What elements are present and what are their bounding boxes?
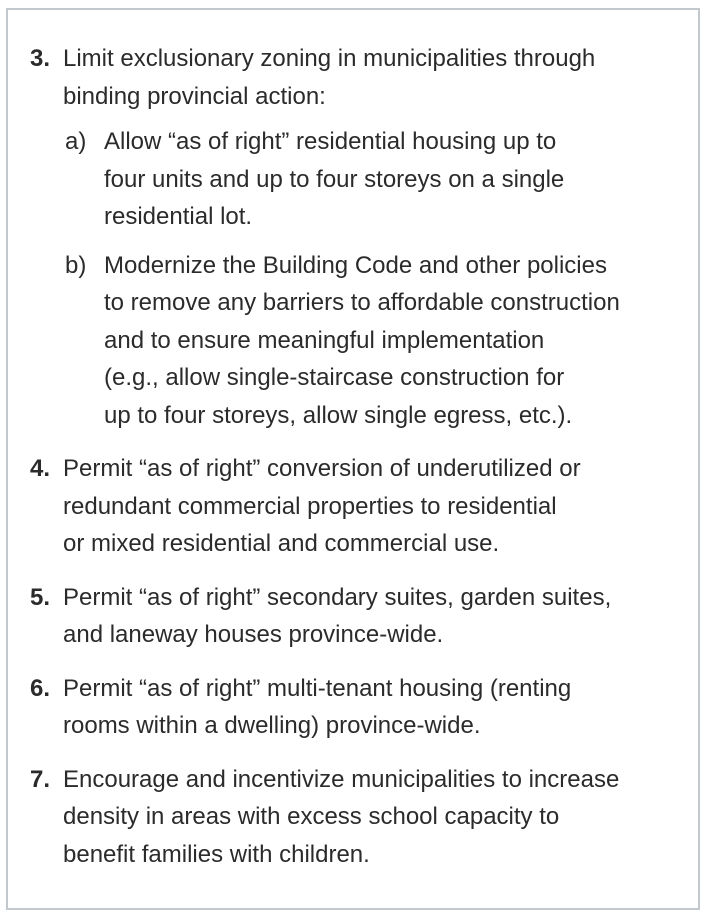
- subitem-text-line: four units and up to four storeys on a single: [104, 165, 565, 193]
- item-number: 3.: [30, 45, 51, 72]
- item-number: 4.: [30, 455, 51, 482]
- item-text-line: density in areas with excess school capacity to: [63, 803, 560, 830]
- item-text-line: redundant commercial properties to residential: [63, 492, 557, 520]
- subitem-label: a): [65, 128, 87, 155]
- item-text-line: benefit families with children.: [63, 840, 370, 868]
- item-text-line: rooms within a dwelling) province-wide.: [63, 712, 481, 739]
- recommendations-box: [6, 8, 700, 910]
- recommendations-list: [30, 40, 680, 889]
- item-number: 7.: [30, 765, 51, 793]
- item-text-line: Encourage and incentivize municipalities to increase: [63, 765, 620, 793]
- list-item-5: [30, 579, 680, 654]
- item-text-line: and laneway houses province-wide.: [63, 621, 444, 648]
- list-item-6: [30, 670, 680, 745]
- subitem-text-line: to remove any barriers to affordable construction: [104, 289, 620, 316]
- item-number: 5.: [30, 583, 51, 611]
- sublist: [63, 123, 680, 434]
- item-text-line: or mixed residential and commercial use.: [63, 530, 500, 557]
- subitem-text-line: and to ensure meaningful implementation: [104, 326, 545, 354]
- list-item-3: [30, 40, 680, 434]
- item-text-line: Limit exclusionary zoning in municipalities through: [63, 45, 596, 72]
- item-number: 6.: [30, 674, 51, 702]
- item-text-line: Permit “as of right” multi-tenant housing (renting: [63, 674, 572, 702]
- subitem-text-line: (e.g., allow single-staircase construction for: [104, 364, 565, 391]
- subitem-text-line: Modernize the Building Code and other policies: [104, 251, 607, 279]
- subitem-b: [65, 247, 680, 435]
- list-item-4: [30, 450, 680, 563]
- subitem-text-line: residential lot.: [104, 203, 253, 230]
- item-text-line: binding provincial action:: [63, 82, 326, 110]
- subitem-a: [65, 123, 680, 236]
- subitem-text-line: up to four storeys, allow single egress, etc.).: [104, 401, 573, 429]
- subitem-label: b): [65, 251, 87, 279]
- list-item-7: [30, 761, 680, 874]
- subitem-text-line: Allow “as of right” residential housing up to: [104, 128, 557, 155]
- item-text-line: Permit “as of right” conversion of underutilized or: [63, 455, 581, 482]
- item-text-line: Permit “as of right” secondary suites, garden suites,: [63, 583, 612, 611]
